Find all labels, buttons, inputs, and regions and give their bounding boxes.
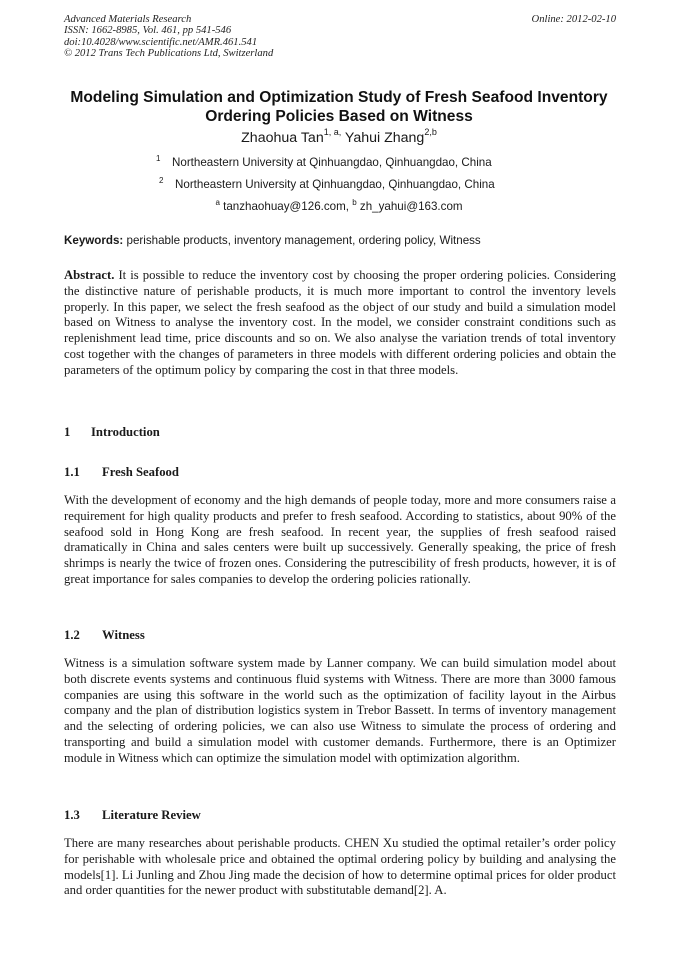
section-paragraph: With the development of economy and the high demands of people today, more and more consumers raise a requirement for high quality products and prefer to fresh seafood. According to statistics, about 90% of the seafood sold in Hong Kong are fresh seafood. In recent year, the supplies of fresh seafood raised dramatically in China and sales centers were built up successively. Generally speaking, the price of fresh shrimps is nearly the twice of frozen ones. Considering the putrescibility of fresh products, however, it is of great importance for sales companies to develop the ordering policies rationally. (64, 493, 616, 586)
online-date: Online: 2012-02-10 (531, 14, 616, 25)
section-paragraph: Witness is a simulation software system made by Lanner company. We can build simulation model about both discrete events systems and continuous fluid systems with Witness. There are more than 3000 famous companies are using this software in the world such as the optimization of facility layout in the Airbus company and the plan of distribution logistics system in Trebor Bassett. In terms of inventory management and the selecting of ordering policies, we can also use Witness to simulate the process of ordering and transporting and build a simulation model with customer demands. Furthermore, there is an Optimizer module in Witness which can optimize the simulation model with optimization algorithm. (64, 656, 616, 765)
section-heading-literature-review (64, 808, 616, 823)
section-title: Literature Review (102, 808, 201, 822)
section-number: 1.3 (64, 808, 80, 822)
abstract-label: Abstract. (64, 268, 115, 282)
journal-name: Advanced Materials Research (64, 14, 192, 25)
paper-title: Modeling Simulation and Optimization Study of Fresh Seafood Inventory Ordering Policies Based on Witness (70, 89, 608, 125)
section-title: Fresh Seafood (102, 465, 179, 479)
email-b[interactable]: zh_yahui@163.com (359, 200, 463, 213)
email-a[interactable]: tanzhaohuay@126.com, (223, 200, 349, 213)
journal-issn: ISSN: 1662-8985, Vol. 461, pp 541-546 (64, 25, 232, 37)
affiliation-text: Northeastern University at Qinhuangdao, Qinhuangdao, China (175, 178, 495, 191)
section-number: 1.2 (64, 628, 80, 642)
section-paragraph: There are many researches about perishable products. CHEN Xu studied the optimal retailer’s order policy for perishable with wholesale price and obtained the optimal ordering policy by building and analysing the models[1]. Li Junling and Zhou Jing made the decision of how to determine optimal prices for older product and order quantities for the newer product with substitutable demand[2]. A. (64, 836, 616, 898)
section-title: Introduction (91, 425, 160, 439)
abstract-text: It is possible to reduce the inventory cost by choosing the proper ordering policies. Considering the distinctive nature of perishable products, it is much more important to control the inventory levels properly. In this paper, we select the fresh seafood as the object of our study and build a simulation model based on Witness to analyse the inventory cost. In the model, we consider constraint conditions such as replenishment lead time, price discounts and so on. We also analyse the variation trends of total inventory cost together with the changes of parameters in three models with different ordering policies and obtain the parameters of the optimum policy by comparing the cost in that three models. (64, 268, 617, 377)
email-superscript: b (352, 198, 357, 207)
section-heading-introduction (64, 425, 616, 440)
section-number: 1 (64, 425, 71, 439)
affiliation: $^2$ Northeastern University at Qinhuangdao, Qinhuangdao, China (159, 176, 495, 191)
journal-copyright: © 2012 Trans Tech Publications Ltd, Switzerland (64, 48, 274, 60)
section-number: 1.1 (64, 465, 80, 479)
abstract (64, 268, 616, 379)
keywords-text: perishable products, inventory management, ordering policy, Witness (126, 234, 481, 247)
email-line (40, 200, 638, 214)
section-heading-fresh-seafood (64, 465, 616, 480)
author-name: Yahui Zhang (344, 130, 425, 146)
author-line (40, 128, 638, 148)
author-superscript: 2,b (424, 127, 437, 137)
keywords-label: Keywords: (64, 234, 124, 247)
section-heading-witness (64, 628, 616, 643)
journal-doi: doi:10.4028/www.scientific.net/AMR.461.541 (64, 36, 258, 48)
email-superscript: a (215, 198, 220, 207)
author-name: Zhaohua Tan (241, 130, 324, 146)
affiliation-text: Northeastern University at Qinhuangdao, Qinhuangdao, China (172, 156, 492, 169)
affiliation: $^1$ Northeastern University at Qinhuangdao, Qinhuangdao, China (156, 154, 492, 169)
section-title: Witness (102, 628, 145, 642)
keywords (64, 234, 616, 248)
journal-header (64, 14, 616, 60)
author-superscript: 1, a, (323, 127, 342, 137)
